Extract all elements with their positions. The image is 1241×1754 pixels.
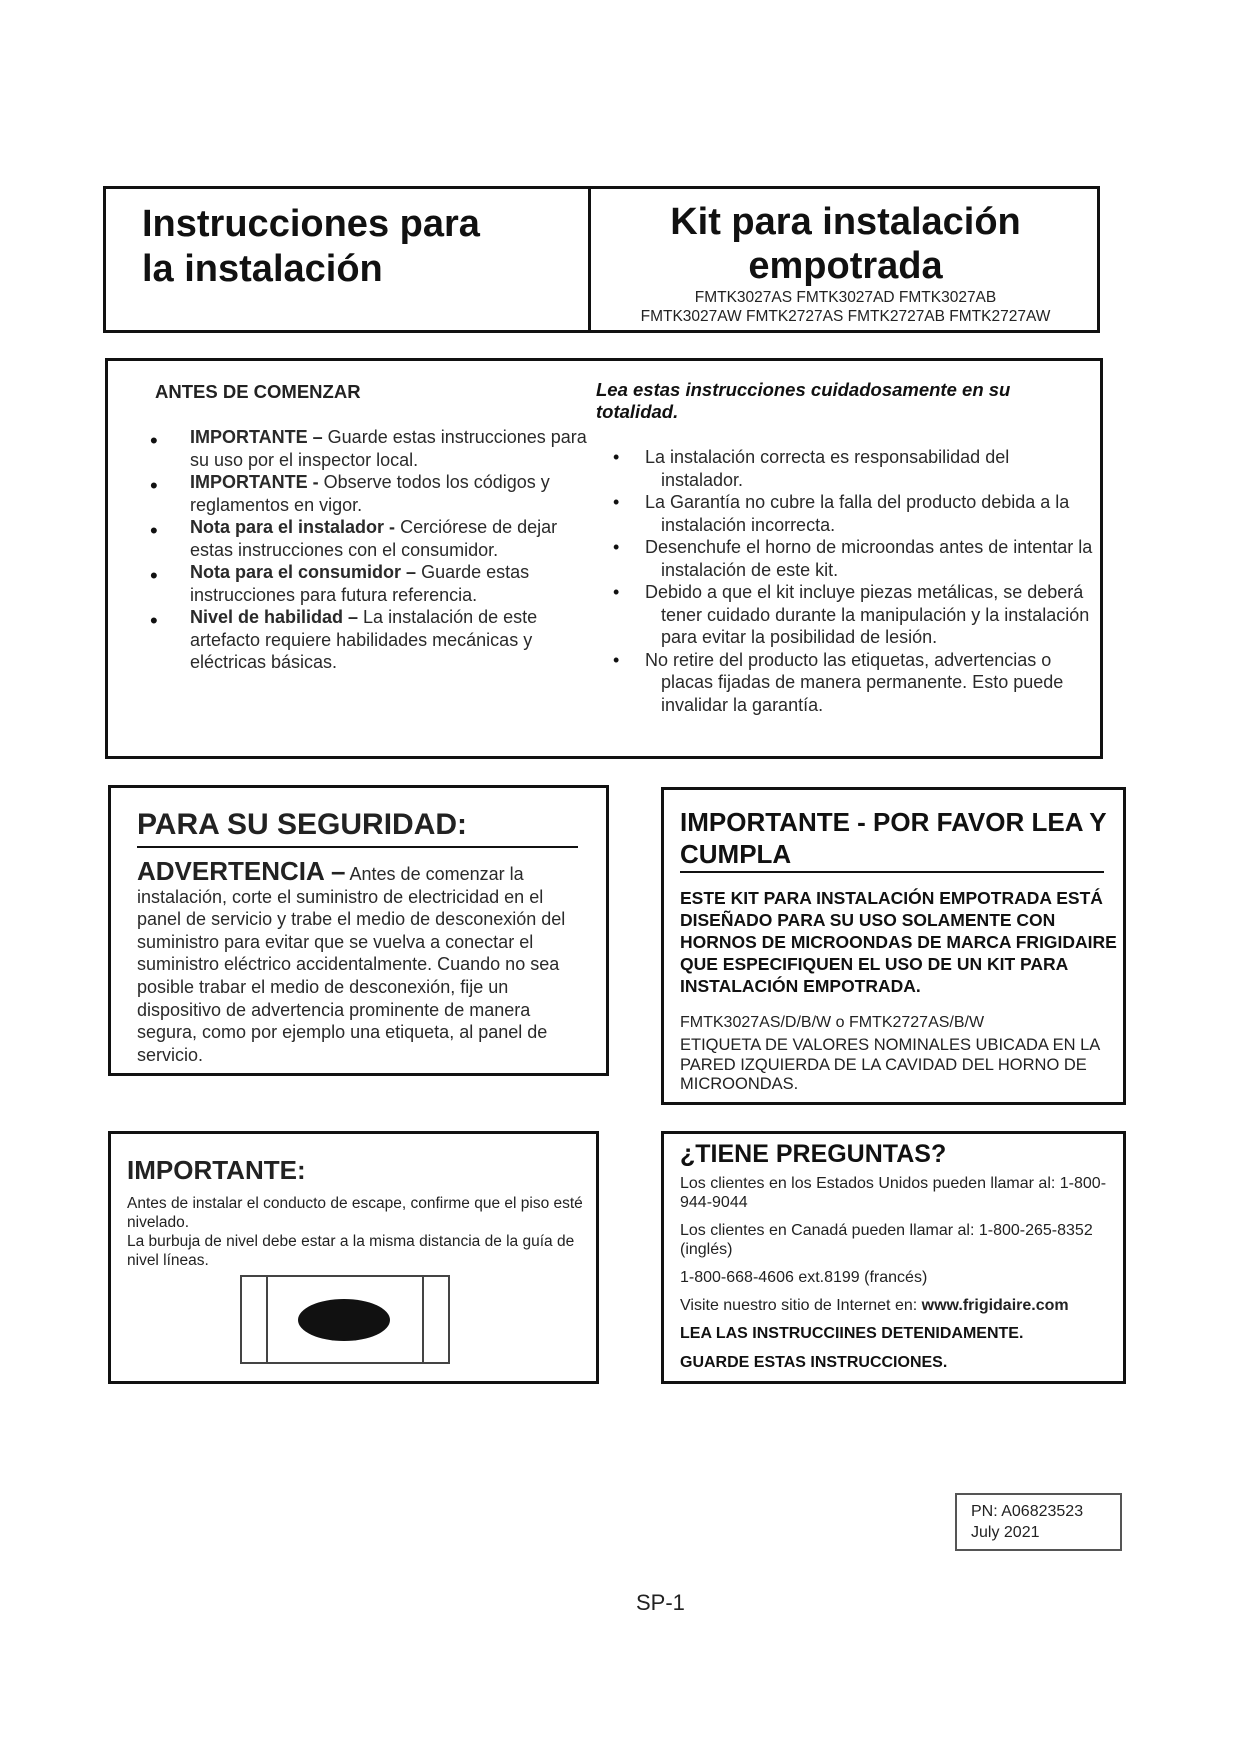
warning-text: Antes de comenzar la instalación, corte el suministro de electricidad en el panel de servicio y trabe el medio de desconexión del suministro para evitar que se vuelva a conectar el suministro eléctrico accidentalmente. Cuando no sea posible trabar el medio de desconexión, fije un dispositivo de advertencia prominente de manera segura, como por ejemplo una etiqueta, al panel de servicio. <box>137 864 566 1065</box>
before-right-list <box>613 446 1093 716</box>
important-read-models: FMTK3027AS/D/B/W o FMTK2727AS/B/W <box>680 1014 985 1031</box>
item-text: • La Garantía no cubre la falla del producto debida a la instalación incorrecta. <box>645 492 1070 535</box>
questions-section <box>661 1131 1126 1384</box>
list-item <box>613 649 1093 717</box>
level-instruction-2: La burbuja de nivel debe estar a la misma distancia de la guía de nivel líneas. <box>127 1233 575 1269</box>
safety-underline <box>137 846 578 848</box>
level-instruction-1: Antes de instalar el conducto de escape, confirme que el piso esté nivelado. <box>127 1195 583 1231</box>
important-read-underline <box>680 871 1104 873</box>
safety-title: PARA SU SEGURIDAD: <box>137 808 468 841</box>
part-number-box <box>955 1493 1122 1551</box>
website-text <box>680 1296 1120 1315</box>
warning-label: ADVERTENCIA – <box>137 856 346 886</box>
list-item <box>150 426 590 471</box>
list-item <box>613 446 1093 491</box>
list-item <box>150 606 590 674</box>
safety-section <box>108 785 609 1076</box>
item-text: Observe todos los códigos y reglamentos en vigor. <box>190 472 550 515</box>
item-label: IMPORTANTE - <box>190 472 319 492</box>
document-title-line-1: Instrucciones para <box>142 203 480 245</box>
website-prefix: Visite nuestro sitio de Internet en: <box>680 1297 922 1314</box>
item-label: IMPORTANTE – <box>190 427 323 447</box>
item-text: • Desenchufe el horno de microondas antes de intentar la instalación de este kit. <box>645 537 1093 580</box>
before-heading: ANTES DE COMENZAR <box>155 381 361 402</box>
kit-title-line-2: empotrada <box>748 245 943 287</box>
level-bubble-icon <box>298 1299 390 1341</box>
warning-paragraph <box>137 856 587 1066</box>
part-number: PN: A06823523 <box>971 1503 1084 1520</box>
rating-label-text: ETIQUETA DE VALORES NOMINALES UBICADA EN LA PARED IZQUIERDA DE LA CAVIDAD DEL HORNO DE MICROONDAS. <box>680 1036 1100 1093</box>
important-level-text <box>127 1194 592 1270</box>
save-instructions-text: GUARDE ESTAS INSTRUCCIONES. <box>680 1354 948 1371</box>
level-guide-line-right <box>422 1277 424 1362</box>
list-item <box>150 516 590 561</box>
website-link[interactable]: www.frigidaire.com <box>921 1297 1069 1314</box>
title-header <box>103 186 1100 333</box>
before-left-list <box>150 426 590 674</box>
read-carefully-text: LEA LAS INSTRUCCIINES DETENIDAMENTE. <box>680 1325 1024 1342</box>
publication-date: July 2021 <box>971 1524 1040 1541</box>
item-text: Guarde estas instrucciones para futura referencia. <box>190 562 530 605</box>
document-title <box>142 202 480 292</box>
document-title-line-2: la instalación <box>142 248 383 290</box>
level-guide-line-left <box>266 1277 268 1362</box>
before-you-begin-section <box>105 358 1103 759</box>
page-number: SP-1 <box>636 1590 685 1615</box>
important-level-section <box>108 1131 599 1384</box>
item-label: Nota para el consumidor – <box>190 562 417 582</box>
list-item <box>613 581 1093 649</box>
important-read-section <box>661 787 1126 1105</box>
important-read-body: ESTE KIT PARA INSTALACIÓN EMPOTRADA ESTÁ DISEÑADO PARA SU USO SOLAMENTE CON HORNOS DE MICROONDAS DE MARCA FRIGIDAIRE QUE ESPECIFIQUEN EL USO DE UN KIT PARA INSTALACIÓN EMPOTRADA. <box>680 888 1117 996</box>
list-item <box>150 471 590 516</box>
item-text: • Debido a que el kit incluye piezas metálicas, se deberá tener cuidado durante la manipulación y la instalación para evitar la posibilidad de lesión. <box>645 582 1090 647</box>
item-label: Nivel de habilidad – <box>190 607 359 627</box>
read-instructions-note: Lea estas instrucciones cuidadosamente en su totalidad. <box>596 379 1011 422</box>
item-label: Nota para el instalador - <box>190 517 396 537</box>
list-item <box>613 536 1093 581</box>
canada-phone-text: Los clientes en Canadá pueden llamar al: 1-800-265-8352 (inglés) <box>680 1222 1093 1258</box>
item-text: La instalación de este artefacto requiere habilidades mecánicas y eléctricas básicas. <box>190 607 538 672</box>
us-phone-text: Los clientes en los Estados Unidos pueden llamar al: 1-800-944-9044 <box>680 1175 1107 1211</box>
french-phone-text: 1-800-668-4606 ext.8199 (francés) <box>680 1269 928 1286</box>
item-text: Guarde estas instrucciones para su uso por el inspector local. <box>190 427 587 470</box>
questions-body <box>680 1174 1120 1382</box>
important-level-title: IMPORTANTE: <box>127 1155 306 1185</box>
kit-title-line-1: Kit para instalación <box>670 201 1021 243</box>
item-text: Cerciórese de dejar estas instrucciones con el consumidor. <box>190 517 558 560</box>
item-text: • La instalación correcta es responsabilidad del instalador. <box>645 447 1010 490</box>
important-read-title: IMPORTANTE - POR FAVOR LEA Y CUMPLA <box>680 807 1107 869</box>
list-item <box>150 561 590 606</box>
item-text: • No retire del producto las etiquetas, advertencias o placas fijadas de manera permanente. Esto puede invalidar la garantía. <box>645 649 1064 715</box>
model-numbers-line-2: FMTK3027AW FMTK2727AS FMTK2727AB FMTK2727AW <box>640 308 1051 325</box>
list-item <box>613 491 1093 536</box>
level-guide-illustration <box>240 1275 450 1364</box>
questions-title: ¿TIENE PREGUNTAS? <box>680 1140 947 1168</box>
model-numbers-line-1: FMTK3027AS FMTK3027AD FMTK3027AB <box>694 289 997 306</box>
kit-title <box>591 200 1100 288</box>
